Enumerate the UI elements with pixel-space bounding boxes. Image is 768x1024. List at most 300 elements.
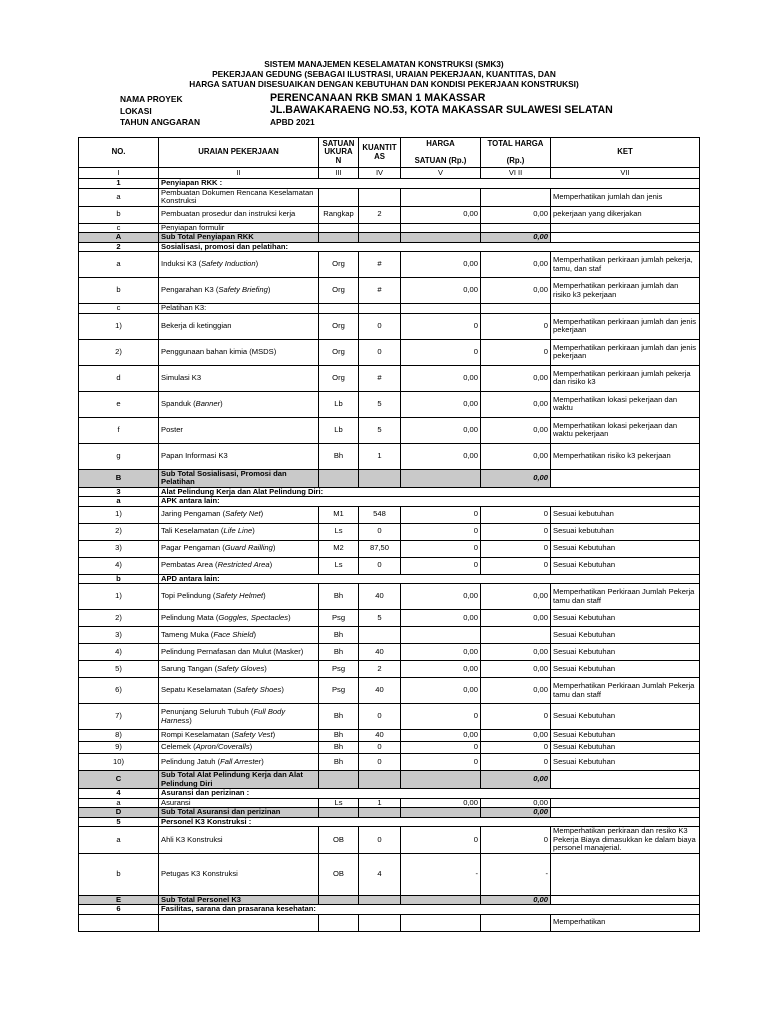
item-keterangan: [551, 223, 700, 233]
item-unit-price: [401, 188, 481, 206]
item-letter: c: [79, 304, 159, 314]
subtotal-harga-cell: [401, 233, 481, 243]
item-description-english: Life Line: [223, 526, 253, 536]
item-unit-price: 0,00: [401, 365, 481, 391]
item-letter: 6): [79, 678, 159, 704]
subtotal-qty-cell: [359, 808, 401, 818]
item-quantity: #: [359, 365, 401, 391]
roman-iii: III: [319, 168, 359, 179]
item-unit-price: 0: [401, 339, 481, 365]
item-description-english: Safety Net: [225, 509, 261, 519]
item-row: [79, 742, 700, 754]
group-row: [79, 497, 700, 507]
item-row: [79, 853, 700, 895]
item-description-text: Topi Pelindung (: [161, 591, 216, 601]
item-description-close: ): [189, 715, 192, 725]
item-description-close: ): [261, 756, 264, 766]
item-keterangan: [551, 304, 700, 314]
item-letter: 5): [79, 661, 159, 678]
item-unit-price: 0,00: [401, 443, 481, 469]
item-description: [159, 252, 319, 278]
item-keterangan: Memperhatikan lokasi pekerjaan dan waktu pekerjaan: [551, 417, 700, 443]
subtotal-label: Sub Total Sosialisasi, Promosi dan Pelatihan: [159, 469, 319, 487]
item-description: Penyiapan formulir: [159, 223, 319, 233]
subtotal-row: [79, 808, 700, 818]
item-keterangan: Memperhatikan lokasi pekerjaan dan waktu: [551, 391, 700, 417]
item-unit-price: 0: [401, 540, 481, 557]
subtotal-row: [79, 233, 700, 243]
item-description-english: Full Body Harness: [161, 707, 286, 725]
item-keterangan: Memperhatikan perkiraan jumlah dan jenis pekerjaan: [551, 339, 700, 365]
item-quantity: 40: [359, 644, 401, 661]
item-description-text: Tameng Muka (: [161, 629, 214, 639]
item-total-price: 0,00: [481, 584, 551, 610]
item-unit-price: [401, 223, 481, 233]
subtotal-satuan-cell: [319, 808, 359, 818]
item-letter: c: [79, 223, 159, 233]
item-description-close: ): [263, 591, 266, 601]
item-row: [79, 730, 700, 742]
col-kuantitas-header: KUANTIT AS: [359, 138, 401, 168]
section-number: 4: [79, 789, 159, 799]
item-description: [159, 391, 319, 417]
item-description: [159, 278, 319, 304]
item-description: [159, 730, 319, 742]
item-total-price: 0,00: [481, 391, 551, 417]
item-unit-price: 0,00: [401, 252, 481, 278]
project-name-value: PERENCANAAN RKB SMAN 1 MAKASSAR: [270, 92, 486, 104]
item-letter: d: [79, 365, 159, 391]
item-unit-price: 0,00: [401, 278, 481, 304]
item-keterangan: Sesuai Kebutuhan: [551, 730, 700, 742]
item-unit-price: 0: [401, 506, 481, 523]
item-row: [79, 557, 700, 574]
section-title: Penyiapan RKK :: [159, 179, 700, 189]
subtotal-harga-cell: [401, 771, 481, 789]
item-unit-price: 0: [401, 754, 481, 771]
section-row: [79, 487, 700, 497]
item-description-close: ): [288, 612, 291, 622]
section-number: 3: [79, 487, 159, 497]
subtotal-row: [79, 469, 700, 487]
item-keterangan: Memperhatikan jumlah dan jenis: [551, 188, 700, 206]
subtotal-qty-cell: [359, 469, 401, 487]
subtotal-ket-cell: [551, 771, 700, 789]
subtotal-ket-cell: [551, 895, 700, 905]
col-harga-header: [401, 138, 481, 168]
item-description-close: ): [255, 259, 259, 269]
item-description-text: Rompi Keselamatan (: [161, 730, 235, 740]
subtotal-ket-cell: [551, 469, 700, 487]
item-description-close: ): [264, 663, 267, 673]
item-description-close: ): [249, 742, 253, 752]
item-total-price: 0: [481, 523, 551, 540]
item-letter: 8): [79, 730, 159, 742]
subtotal-letter: A: [79, 233, 159, 243]
item-row: [79, 754, 700, 771]
item-total-price: 0: [481, 540, 551, 557]
item-keterangan: Memperhatikan perkiraan jumlah pekerja, tamu, dan staf: [551, 252, 700, 278]
item-description: [159, 540, 319, 557]
item-satuan: OB: [319, 853, 359, 895]
item-keterangan: Sesuai kebutuhan: [551, 506, 700, 523]
item-row: [79, 443, 700, 469]
roman-vi: VI II: [481, 168, 551, 179]
item-letter: 7): [79, 704, 159, 730]
item-description: Bekerja di ketinggian: [159, 313, 319, 339]
location-label: LOKASI: [120, 106, 152, 116]
item-satuan: Bh: [319, 443, 359, 469]
item-description-text: Penunjang Seluruh Tubuh (: [161, 707, 254, 716]
item-description: Petugas K3 Konstruksi: [159, 853, 319, 895]
item-quantity: 0: [359, 742, 401, 754]
item-satuan: OB: [319, 827, 359, 854]
item-letter: a: [79, 798, 159, 808]
item-quantity: 2: [359, 661, 401, 678]
item-keterangan: Sesuai Kebutuhan: [551, 540, 700, 557]
item-total-price: [481, 223, 551, 233]
item-quantity: 0: [359, 557, 401, 574]
col-harga-line-2: SATUAN (Rp.): [414, 155, 467, 165]
item-description: [159, 523, 319, 540]
section-title: Alat Pelindung Kerja dan Alat Pelindung Diri:: [159, 487, 700, 497]
item-keterangan: [551, 853, 700, 895]
item-satuan: Bh: [319, 644, 359, 661]
item-letter: 2): [79, 523, 159, 540]
subtotal-letter: C: [79, 771, 159, 789]
item-satuan: Ls: [319, 798, 359, 808]
item-row: [79, 644, 700, 661]
item-description-text: Induksi K3 (: [161, 259, 202, 269]
item-satuan: M1: [319, 506, 359, 523]
item-satuan: [319, 914, 359, 931]
section-title: Personel K3 Konstruksi :: [159, 817, 700, 827]
item-satuan: Bh: [319, 742, 359, 754]
item-letter: a: [79, 188, 159, 206]
item-letter: a: [79, 827, 159, 854]
subtotal-value: 0,00: [481, 233, 551, 243]
item-row: [79, 188, 700, 206]
item-unit-price: 0,00: [401, 798, 481, 808]
item-quantity: 4: [359, 853, 401, 895]
group-title: APK antara lain:: [159, 497, 700, 507]
section-row: [79, 817, 700, 827]
section-title: Sosialisasi, promosi dan pelatihan:: [159, 242, 700, 252]
item-description-close: ): [281, 685, 284, 695]
item-description-text: Pengarahan K3 (: [161, 285, 219, 295]
item-total-price: 0,00: [481, 278, 551, 304]
item-row: [79, 540, 700, 557]
doc-title-line-2: PEKERJAAN GEDUNG (SEBAGAI ILUSTRASI, URAIAN PEKERJAAN, KUANTITAS, DAN: [212, 69, 556, 79]
budget-year-value: APBD 2021: [270, 117, 315, 127]
item-description-text: Sarung Tangan (: [161, 663, 218, 673]
section-title: Fasilitas, sarana dan prasarana kesehatan:: [159, 905, 700, 915]
item-row: [79, 206, 700, 223]
group-letter: a: [79, 497, 159, 507]
item-keterangan: Sesuai kebutuhan: [551, 523, 700, 540]
subtotal-row: [79, 895, 700, 905]
item-row: [79, 304, 700, 314]
item-description: [159, 914, 319, 931]
item-description-text: Sepatu Keselamatan (: [161, 685, 237, 695]
item-letter: e: [79, 391, 159, 417]
item-quantity: 0: [359, 313, 401, 339]
item-row: [79, 391, 700, 417]
budget-year-label: TAHUN ANGGARAN: [120, 117, 201, 127]
item-total-price: 0: [481, 339, 551, 365]
subtotal-label: Sub Total Personel K3: [159, 895, 319, 905]
item-total-price: 0,00: [481, 443, 551, 469]
item-description: Ahli K3 Konstruksi: [159, 827, 319, 854]
item-satuan: [319, 223, 359, 233]
item-quantity: 0: [359, 754, 401, 771]
item-keterangan: [551, 798, 700, 808]
item-satuan: Org: [319, 278, 359, 304]
section-row: [79, 905, 700, 915]
item-total-price: [481, 627, 551, 644]
item-row: [79, 417, 700, 443]
item-description: [159, 742, 319, 754]
item-row: [79, 506, 700, 523]
item-total-price: -: [481, 853, 551, 895]
item-row: [79, 339, 700, 365]
item-letter: 1): [79, 584, 159, 610]
item-unit-price: 0,00: [401, 610, 481, 627]
item-unit-price: -: [401, 853, 481, 895]
item-satuan: Ls: [319, 557, 359, 574]
item-unit-price: 0,00: [401, 730, 481, 742]
item-total-price: [481, 188, 551, 206]
item-quantity: 0: [359, 339, 401, 365]
item-description-english: Guard Railling: [224, 543, 273, 553]
item-description: [159, 506, 319, 523]
item-letter: g: [79, 443, 159, 469]
item-description: Poster: [159, 417, 319, 443]
item-quantity: 0: [359, 704, 401, 730]
item-satuan: Bh: [319, 754, 359, 771]
item-letter: b: [79, 278, 159, 304]
item-description-text: Pelindung Jatuh (: [161, 756, 221, 766]
item-letter: 3): [79, 540, 159, 557]
item-total-price: 0: [481, 506, 551, 523]
item-quantity: #: [359, 252, 401, 278]
item-keterangan: Memperhatikan risiko k3 pekerjaan: [551, 443, 700, 469]
item-unit-price: 0,00: [401, 644, 481, 661]
item-unit-price: [401, 914, 481, 931]
item-description-english: Face Shield: [213, 629, 254, 639]
item-row: [79, 610, 700, 627]
section-number: 2: [79, 242, 159, 252]
item-total-price: [481, 914, 551, 931]
item-description-english: Apron/Coveralls: [195, 742, 250, 752]
item-description: Pembuatan prosedur dan instruksi kerja: [159, 206, 319, 223]
item-letter: 4): [79, 644, 159, 661]
item-unit-price: 0,00: [401, 661, 481, 678]
item-quantity: [359, 627, 401, 644]
section-row: [79, 789, 700, 799]
subtotal-qty-cell: [359, 233, 401, 243]
item-description-close: ): [272, 730, 276, 740]
subtotal-satuan-cell: [319, 469, 359, 487]
item-description-english: Safety Helmet: [215, 591, 264, 601]
subtotal-letter: D: [79, 808, 159, 818]
item-unit-price: 0: [401, 704, 481, 730]
item-letter: [79, 914, 159, 931]
item-letter: f: [79, 417, 159, 443]
section-number: 1: [79, 179, 159, 189]
col-ket-header: KET: [551, 138, 700, 168]
item-description: [159, 627, 319, 644]
item-description-close: ): [269, 560, 273, 570]
item-satuan: M2: [319, 540, 359, 557]
item-keterangan: Sesuai Kebutuhan: [551, 661, 700, 678]
item-row: [79, 365, 700, 391]
item-quantity: 1: [359, 443, 401, 469]
item-description: [159, 584, 319, 610]
item-description: [159, 678, 319, 704]
item-keterangan: Memperhatikan perkiraan jumlah dan jenis pekerjaan: [551, 313, 700, 339]
item-keterangan: pekerjaan yang dikerjakan: [551, 206, 700, 223]
item-satuan: Bh: [319, 730, 359, 742]
item-letter: a: [79, 252, 159, 278]
item-row: [79, 627, 700, 644]
subtotal-harga-cell: [401, 469, 481, 487]
roman-i: I: [79, 168, 159, 179]
item-row: [79, 223, 700, 233]
item-quantity: 0: [359, 827, 401, 854]
item-unit-price: 0: [401, 523, 481, 540]
item-keterangan: Sesuai Kebutuhan: [551, 704, 700, 730]
item-total-price: 0,00: [481, 678, 551, 704]
item-description-text: Jaring Pengaman (: [161, 509, 226, 519]
item-unit-price: 0: [401, 313, 481, 339]
section-number: 5: [79, 817, 159, 827]
item-letter: 2): [79, 339, 159, 365]
item-letter: 9): [79, 742, 159, 754]
item-description-english: Safety Shoes: [236, 685, 282, 695]
item-satuan: Lb: [319, 391, 359, 417]
subtotal-ket-cell: [551, 233, 700, 243]
subtotal-ket-cell: [551, 808, 700, 818]
roman-vii: VII: [551, 168, 700, 179]
item-quantity: 87,50: [359, 540, 401, 557]
group-letter: b: [79, 574, 159, 584]
item-keterangan: Memperhatikan perkiraan jumlah pekerja dan risiko k3: [551, 365, 700, 391]
item-quantity: #: [359, 278, 401, 304]
item-satuan: Bh: [319, 627, 359, 644]
item-total-price: 0: [481, 557, 551, 574]
item-row: [79, 827, 700, 854]
item-total-price: 0: [481, 313, 551, 339]
subtotal-value: 0,00: [481, 771, 551, 789]
item-letter: 3): [79, 627, 159, 644]
item-total-price: 0,00: [481, 252, 551, 278]
item-description-text: Pembatas Area (: [161, 560, 218, 570]
item-total-price: 0: [481, 704, 551, 730]
item-description: Asuransi: [159, 798, 319, 808]
item-description-text: Celemek (: [161, 742, 196, 752]
item-description-close: ): [252, 526, 255, 536]
item-quantity: 5: [359, 610, 401, 627]
item-satuan: Bh: [319, 704, 359, 730]
col-total-line-1: TOTAL HARGA: [487, 138, 544, 148]
item-description: [159, 661, 319, 678]
roman-v: V: [401, 168, 481, 179]
item-description: [159, 704, 319, 730]
col-uraian-header: URAIAN PEKERJAAN: [159, 138, 319, 168]
doc-title-line-3: HARGA SATUAN DISESUAIKAN DENGAN KEBUTUHAN DAN KONDISI PEKERJAAN KONSTRUKSI): [189, 79, 579, 89]
item-quantity: 5: [359, 391, 401, 417]
item-description-close: ): [220, 398, 223, 408]
subtotal-satuan-cell: [319, 895, 359, 905]
item-description-english: Safety Gloves: [217, 663, 265, 673]
item-row: [79, 661, 700, 678]
item-unit-price: [401, 304, 481, 314]
item-keterangan: Sesuai Kebutuhan: [551, 644, 700, 661]
item-row: [79, 798, 700, 808]
item-row: [79, 914, 700, 931]
group-title: APD antara lain:: [159, 574, 700, 584]
item-total-price: 0,00: [481, 365, 551, 391]
rkk-cost-table: [78, 137, 699, 932]
col-total-header: [481, 138, 551, 168]
item-keterangan: Sesuai Kebutuhan: [551, 610, 700, 627]
location-value: JL.BAWAKARAENG NO.53, KOTA MAKASSAR SULAWESI SELATAN: [270, 104, 613, 116]
section-row: [79, 179, 700, 189]
doc-title-line-1: SISTEM MANAJEMEN KESELAMATAN KONSTRUKSI (SMK3): [264, 59, 504, 69]
item-description-text: Tali Keselamatan (: [161, 526, 224, 536]
item-letter: 1): [79, 313, 159, 339]
item-description-text: Spanduk (: [161, 398, 196, 408]
item-satuan: Psg: [319, 661, 359, 678]
item-unit-price: 0,00: [401, 584, 481, 610]
item-description-close: ): [272, 543, 276, 553]
subtotal-letter: B: [79, 469, 159, 487]
roman-numeral-row: [79, 168, 700, 179]
subtotal-harga-cell: [401, 808, 481, 818]
item-description-text: Pagar Pengaman (: [161, 543, 225, 553]
item-description: Pelatihan K3:: [159, 304, 319, 314]
subtotal-value: 0,00: [481, 469, 551, 487]
item-unit-price: 0: [401, 742, 481, 754]
item-description-english: Safety Vest: [234, 730, 273, 740]
item-row: [79, 678, 700, 704]
item-description-english: Fall Arrester: [220, 756, 262, 766]
item-keterangan: Memperhatikan Perkiraan Jumlah Pekerja tamu dan staff: [551, 678, 700, 704]
item-quantity: 0: [359, 523, 401, 540]
item-quantity: 2: [359, 206, 401, 223]
item-row: [79, 313, 700, 339]
item-satuan: Org: [319, 252, 359, 278]
item-description: [159, 610, 319, 627]
subtotal-row: [79, 771, 700, 789]
subtotal-value: 0,00: [481, 895, 551, 905]
group-row: [79, 574, 700, 584]
item-letter: 4): [79, 557, 159, 574]
item-description-english: Safety Briefing: [218, 285, 268, 295]
project-name-label: NAMA PROYEK: [120, 94, 183, 104]
col-no-header: NO.: [79, 138, 159, 168]
item-keterangan: Sesuai Kebutuhan: [551, 754, 700, 771]
item-satuan: Rangkap: [319, 206, 359, 223]
item-description: Pembuatan Dokumen Rencana Keselamatan Konstruksi: [159, 188, 319, 206]
item-unit-price: 0,00: [401, 417, 481, 443]
section-row: [79, 242, 700, 252]
item-satuan: [319, 304, 359, 314]
item-total-price: 0,00: [481, 206, 551, 223]
item-description-text: Pelindung Mata (: [161, 612, 219, 622]
item-description-close: ): [253, 629, 256, 639]
